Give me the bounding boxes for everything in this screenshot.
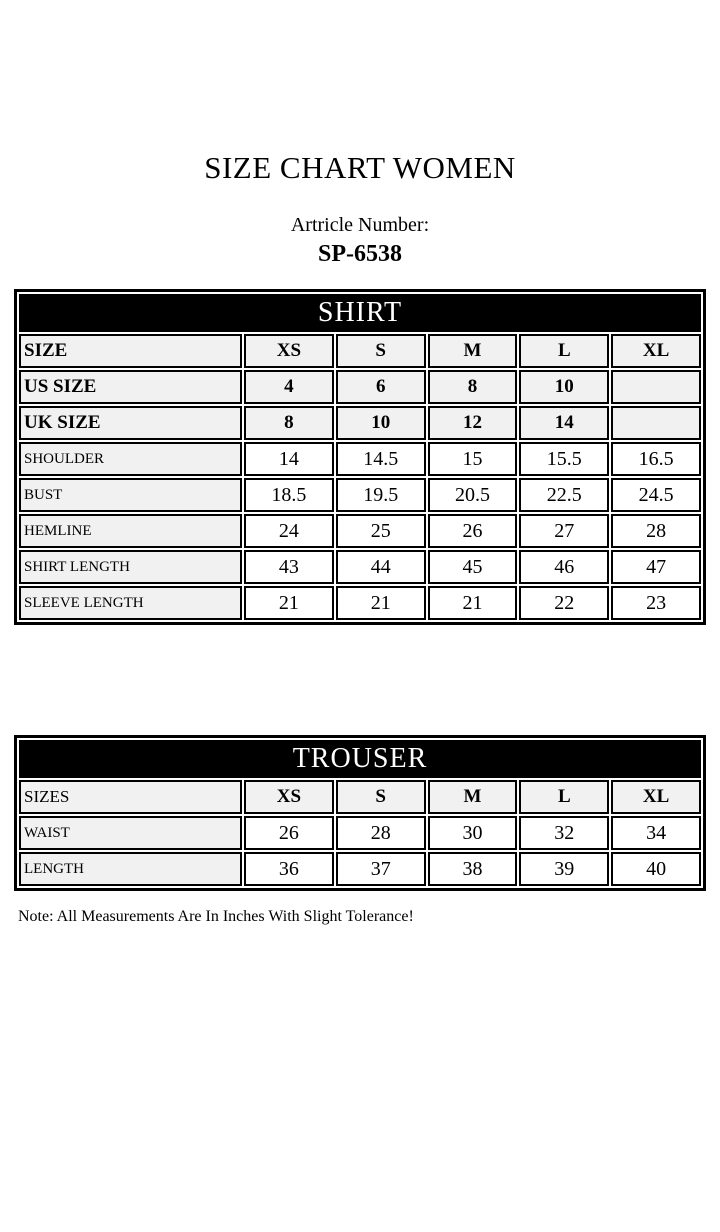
row-label: LENGTH (19, 852, 242, 886)
cell-value: 27 (519, 514, 609, 548)
cell-value: 28 (336, 816, 426, 850)
cell-value: 14 (519, 406, 609, 440)
cell-value: 20.5 (428, 478, 518, 512)
table-row-length (19, 852, 701, 886)
cell-value: 43 (244, 550, 334, 584)
shirt-band-row (19, 294, 701, 332)
cell-value: 47 (611, 550, 701, 584)
size-col-header: L (519, 780, 609, 814)
cell-value: 10 (336, 406, 426, 440)
cell-value (611, 406, 701, 440)
trouser-header-row (19, 780, 701, 814)
trouser-table-title: TROUSER (19, 740, 701, 778)
size-chart-document (0, 152, 720, 926)
shirt-size-table (14, 289, 706, 625)
cell-value: 44 (336, 550, 426, 584)
cell-value: 37 (336, 852, 426, 886)
trouser-size-table (14, 735, 706, 891)
cell-value: 14.5 (336, 442, 426, 476)
cell-value: 12 (428, 406, 518, 440)
shirt-header-row (19, 334, 701, 368)
cell-value: 14 (244, 442, 334, 476)
table-row-bust (19, 478, 701, 512)
table-row-sleeve-length (19, 586, 701, 620)
cell-value: 45 (428, 550, 518, 584)
cell-value: 16.5 (611, 442, 701, 476)
cell-value: 32 (519, 816, 609, 850)
table-row-shoulder (19, 442, 701, 476)
cell-value: 24.5 (611, 478, 701, 512)
cell-value: 23 (611, 586, 701, 620)
size-col-header: XL (611, 780, 701, 814)
trouser-band-row (19, 740, 701, 778)
cell-value: 25 (336, 514, 426, 548)
row-label: US SIZE (19, 370, 242, 404)
size-col-header: XS (244, 334, 334, 368)
cell-value: 6 (336, 370, 426, 404)
table-row-us-size (19, 370, 701, 404)
row-label: HEMLINE (19, 514, 242, 548)
size-col-header: L (519, 334, 609, 368)
table-row-uk-size (19, 406, 701, 440)
cell-value: 46 (519, 550, 609, 584)
cell-value: 21 (428, 586, 518, 620)
size-col-header: S (336, 780, 426, 814)
cell-value: 4 (244, 370, 334, 404)
shirt-size-header-label: SIZE (19, 334, 242, 368)
size-col-header: XL (611, 334, 701, 368)
size-col-header: M (428, 334, 518, 368)
cell-value: 21 (336, 586, 426, 620)
cell-value: 8 (244, 406, 334, 440)
cell-value: 10 (519, 370, 609, 404)
cell-value: 40 (611, 852, 701, 886)
measurements-note: Note: All Measurements Are In Inches With Slight Tolerance! (18, 908, 414, 925)
size-col-header: S (336, 334, 426, 368)
size-col-header: M (428, 780, 518, 814)
table-row-hemline (19, 514, 701, 548)
table-row-shirt-length (19, 550, 701, 584)
row-label: SLEEVE LENGTH (19, 586, 242, 620)
cell-value: 34 (611, 816, 701, 850)
cell-value: 26 (428, 514, 518, 548)
page-title: SIZE CHART WOMEN (204, 150, 516, 185)
cell-value: 30 (428, 816, 518, 850)
cell-value: 15 (428, 442, 518, 476)
cell-value: 36 (244, 852, 334, 886)
article-number-value: SP-6538 (318, 241, 402, 267)
row-label: BUST (19, 478, 242, 512)
cell-value (611, 370, 701, 404)
trouser-size-header-label: SIZES (19, 780, 242, 814)
cell-value: 39 (519, 852, 609, 886)
cell-value: 22 (519, 586, 609, 620)
row-label: UK SIZE (19, 406, 242, 440)
cell-value: 21 (244, 586, 334, 620)
cell-value: 19.5 (336, 478, 426, 512)
table-row-waist (19, 816, 701, 850)
row-label: SHIRT LENGTH (19, 550, 242, 584)
cell-value: 38 (428, 852, 518, 886)
row-label: SHOULDER (19, 442, 242, 476)
article-number-label: Artricle Number: (290, 214, 430, 236)
cell-value: 28 (611, 514, 701, 548)
cell-value: 24 (244, 514, 334, 548)
cell-value: 22.5 (519, 478, 609, 512)
cell-value: 18.5 (244, 478, 334, 512)
cell-value: 8 (428, 370, 518, 404)
row-label: WAIST (19, 816, 242, 850)
shirt-table-title: SHIRT (19, 294, 701, 332)
cell-value: 26 (244, 816, 334, 850)
cell-value: 15.5 (519, 442, 609, 476)
size-col-header: XS (244, 780, 334, 814)
